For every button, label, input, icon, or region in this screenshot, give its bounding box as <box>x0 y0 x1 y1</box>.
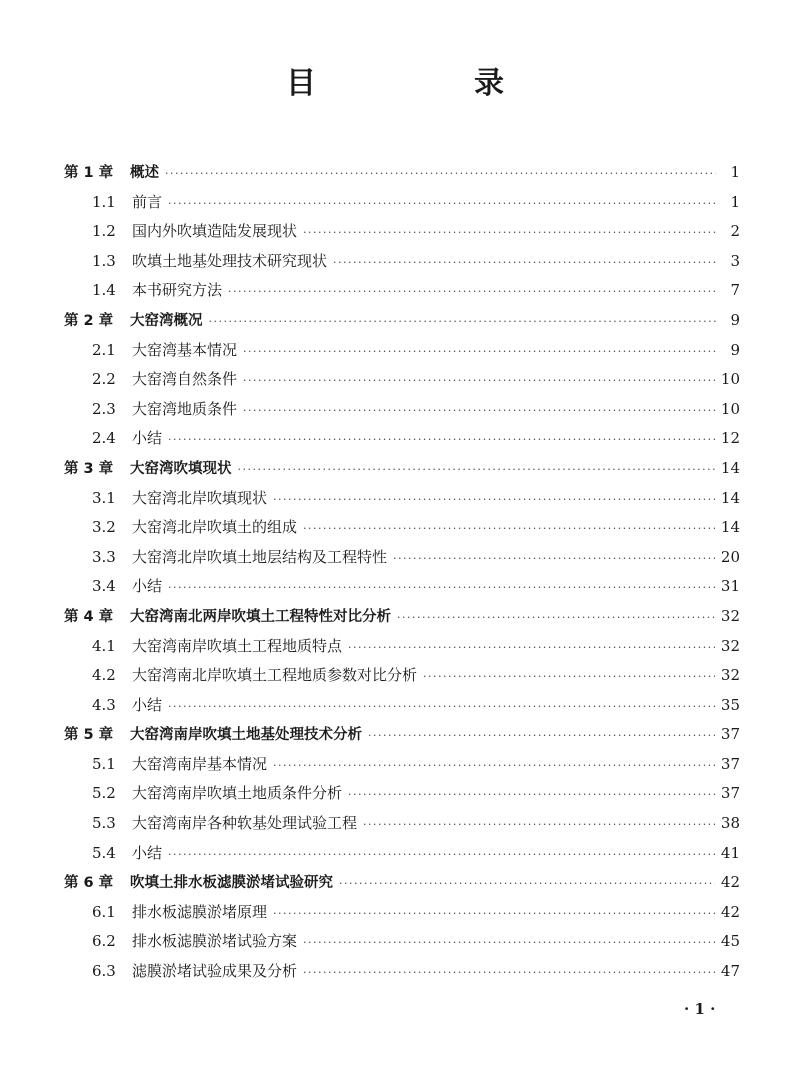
toc-section-row <box>64 898 740 928</box>
toc-entry-number: 5.2 <box>92 784 116 803</box>
dot-leader <box>273 899 715 929</box>
dot-leader <box>397 603 715 633</box>
dot-leader <box>243 337 716 367</box>
dot-leader <box>273 485 715 515</box>
toc-section-row <box>64 217 740 247</box>
toc-entry-number: 3.2 <box>92 518 116 537</box>
table-of-contents <box>64 158 740 987</box>
toc-entry-number: 6.2 <box>92 932 116 951</box>
toc-entry-title: 小结 <box>132 577 163 596</box>
toc-section-row <box>64 513 740 543</box>
toc-entry-number: 3.3 <box>92 547 116 566</box>
toc-entry-page: 42 <box>720 902 740 921</box>
toc-entry-number: 2.1 <box>92 340 116 359</box>
toc-entry-number: 5.3 <box>92 814 116 833</box>
toc-entry-number: 4.2 <box>92 666 116 685</box>
toc-chapter-row <box>64 868 740 898</box>
toc-entry-number: 1.3 <box>92 251 116 270</box>
toc-entry-title: 大窑湾南岸吹填土地质条件分析 <box>132 784 343 803</box>
toc-section-row <box>64 661 740 691</box>
toc-entry-page: 20 <box>720 547 740 566</box>
toc-entry-title: 滤膜淤堵试验成果及分析 <box>132 962 298 981</box>
toc-section-row <box>64 424 740 454</box>
toc-section-row <box>64 809 740 839</box>
toc-entry-number: 第 5 章 <box>64 727 114 744</box>
toc-entry-page: 45 <box>720 932 740 951</box>
toc-section-row <box>64 247 740 277</box>
dot-leader <box>243 366 715 396</box>
toc-entry-page: 37 <box>720 754 740 773</box>
toc-entry-title: 大窑湾南岸基本情况 <box>132 754 268 773</box>
toc-entry-title: 小结 <box>132 695 163 714</box>
toc-entry-page: 7 <box>730 281 740 300</box>
toc-entry-title: 本书研究方法 <box>132 281 223 300</box>
toc-entry-title: 排水板滤膜淤堵试验方案 <box>132 932 298 951</box>
toc-section-row <box>64 276 740 306</box>
toc-entry-page: 41 <box>720 843 740 862</box>
dot-leader <box>168 573 715 603</box>
dot-leader <box>243 396 715 426</box>
toc-chapter-row <box>64 306 740 336</box>
toc-entry-page: 47 <box>720 962 740 981</box>
toc-entry-title: 概述 <box>130 165 159 181</box>
toc-entry-number: 3.1 <box>92 488 116 507</box>
toc-entry-title: 大窑湾吹填现状 <box>130 460 232 477</box>
toc-entry-title: 吹填土地基处理技术研究现状 <box>132 251 328 270</box>
toc-entry-page: 1 <box>730 192 740 211</box>
toc-section-row <box>64 957 740 987</box>
toc-entry-number: 第 2 章 <box>64 312 114 329</box>
dot-leader <box>393 544 715 574</box>
toc-entry-page: 12 <box>720 429 740 448</box>
toc-entry-page: 9 <box>730 340 740 359</box>
page-title: 目 录 <box>286 66 568 101</box>
toc-entry-title: 大窑湾基本情况 <box>132 340 238 359</box>
dot-leader <box>348 633 715 663</box>
toc-entry-page: 35 <box>720 695 740 714</box>
toc-entry-number: 第 6 章 <box>64 875 114 892</box>
toc-entry-title: 小结 <box>132 429 163 448</box>
toc-section-row <box>64 543 740 573</box>
dot-leader <box>209 307 717 337</box>
toc-section-row <box>64 572 740 602</box>
page-number: · 1 · <box>684 1000 716 1018</box>
toc-section-row <box>64 484 740 514</box>
toc-entry-title: 大窑湾南北岸吹填土工程地质参数对比分析 <box>132 666 418 685</box>
toc-section-row <box>64 395 740 425</box>
toc-entry-title: 排水板滤膜淤堵原理 <box>132 902 268 921</box>
toc-entry-title: 小结 <box>132 843 163 862</box>
toc-entry-page: 10 <box>720 399 740 418</box>
toc-entry-title: 大窑湾北岸吹填土地层结构及工程特性 <box>132 547 388 566</box>
toc-chapter-row <box>64 454 740 484</box>
toc-entry-number: 6.3 <box>92 962 116 981</box>
dot-leader <box>368 721 715 751</box>
toc-entry-number: 2.4 <box>92 429 116 448</box>
toc-entry-page: 32 <box>720 666 740 685</box>
dot-leader <box>168 189 716 219</box>
dot-leader <box>303 958 715 988</box>
toc-entry-title: 前言 <box>132 192 163 211</box>
toc-entry-title: 大窑湾概况 <box>130 312 203 329</box>
toc-section-row <box>64 336 740 366</box>
dot-leader <box>273 751 715 781</box>
dot-leader <box>168 840 715 870</box>
dot-leader <box>303 514 715 544</box>
dot-leader <box>423 662 715 692</box>
toc-entry-page: 14 <box>720 488 740 507</box>
toc-entry-page: 2 <box>730 222 740 241</box>
toc-entry-number: 第 4 章 <box>64 608 114 625</box>
toc-entry-number: 1.1 <box>92 192 116 211</box>
toc-entry-title: 大窑湾北岸吹填现状 <box>132 488 268 507</box>
dot-leader <box>168 692 715 722</box>
toc-entry-title: 大窑湾南岸吹填土地基处理技术分析 <box>130 727 362 744</box>
toc-entry-page: 9 <box>730 310 740 329</box>
toc-entry-page: 38 <box>720 814 740 833</box>
toc-entry-title: 大窑湾地质条件 <box>132 399 238 418</box>
toc-entry-number: 第 3 章 <box>64 460 114 477</box>
dot-leader <box>165 159 716 189</box>
toc-entry-number: 4.3 <box>92 695 116 714</box>
toc-entry-number: 2.2 <box>92 370 116 389</box>
toc-entry-title: 国内外吹填造陆发展现状 <box>132 222 298 241</box>
toc-entry-title: 大窑湾北岸吹填土的组成 <box>132 518 298 537</box>
toc-entry-page: 10 <box>720 370 740 389</box>
toc-section-row <box>64 365 740 395</box>
toc-section-row <box>64 750 740 780</box>
toc-chapter-row <box>64 720 740 750</box>
toc-chapter-row <box>64 602 740 632</box>
toc-section-row <box>64 188 740 218</box>
toc-entry-page: 3 <box>730 251 740 270</box>
dot-leader <box>168 425 715 455</box>
toc-entry-number: 4.1 <box>92 636 116 655</box>
toc-entry-page: 32 <box>720 636 740 655</box>
dot-leader <box>303 218 716 248</box>
dot-leader <box>238 455 715 485</box>
dot-leader <box>348 780 715 810</box>
toc-entry-number: 6.1 <box>92 902 116 921</box>
toc-entry-number: 1.2 <box>92 222 116 241</box>
toc-entry-page: 37 <box>720 784 740 803</box>
toc-entry-title: 吹填土排水板滤膜淤堵试验研究 <box>130 875 333 892</box>
toc-entry-title: 大窑湾南岸吹填土工程地质特点 <box>132 636 343 655</box>
toc-section-row <box>64 779 740 809</box>
toc-entry-title: 大窑湾南岸各种软基处理试验工程 <box>132 814 358 833</box>
dot-leader <box>339 869 715 899</box>
toc-entry-number: 3.4 <box>92 577 116 596</box>
toc-section-row <box>64 691 740 721</box>
toc-entry-page: 42 <box>720 873 740 892</box>
toc-entry-page: 1 <box>730 163 740 181</box>
toc-entry-page: 37 <box>720 725 740 744</box>
dot-leader <box>228 277 716 307</box>
dot-leader <box>333 248 716 278</box>
toc-section-row <box>64 927 740 957</box>
toc-entry-number: 5.1 <box>92 754 116 773</box>
toc-entry-title: 大窑湾南北两岸吹填土工程特性对比分析 <box>130 608 391 625</box>
toc-chapter-row <box>64 158 740 188</box>
toc-entry-title: 大窑湾自然条件 <box>132 370 238 389</box>
toc-section-row <box>64 839 740 869</box>
dot-leader <box>303 928 715 958</box>
toc-entry-number: 第 1 章 <box>64 165 114 181</box>
toc-entry-number: 5.4 <box>92 843 116 862</box>
toc-entry-number: 1.4 <box>92 281 116 300</box>
toc-entry-page: 32 <box>720 606 740 625</box>
toc-entry-number: 2.3 <box>92 399 116 418</box>
toc-section-row <box>64 632 740 662</box>
dot-leader <box>363 810 715 840</box>
toc-entry-page: 14 <box>720 518 740 537</box>
toc-entry-page: 31 <box>720 577 740 596</box>
toc-entry-page: 14 <box>720 458 740 477</box>
